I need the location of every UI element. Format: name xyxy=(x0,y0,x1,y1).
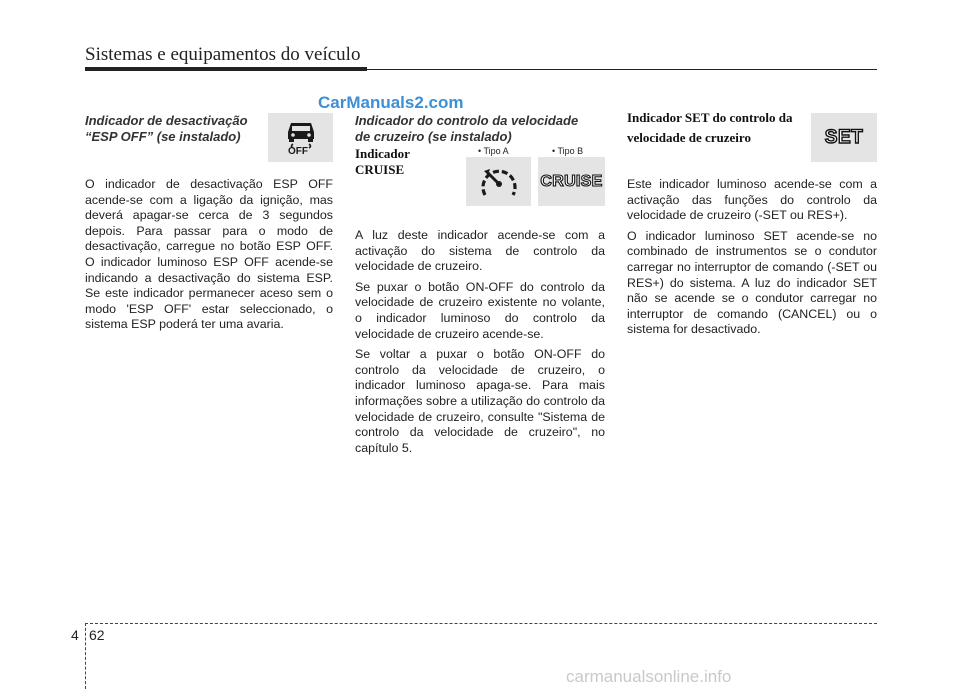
cruise-paragraph-1: A luz deste indicador acende-se com a activação do sistema de controlo da velocidade de cruzeiro. xyxy=(355,228,605,274)
set-indicator-box xyxy=(811,113,877,162)
watermark-bottom: carmanualsonline.info xyxy=(566,667,732,686)
esp-off-icon-label: OFF xyxy=(288,146,308,157)
cruise-heading xyxy=(355,113,615,145)
chapter-number: 4 xyxy=(71,627,79,643)
cruise-heading-line2: de cruzeiro (se instalado) xyxy=(355,129,512,144)
footer-rule xyxy=(85,623,877,624)
esp-off-heading xyxy=(85,113,265,145)
set-paragraphs xyxy=(627,177,877,338)
tipo-b-label: • Tipo B xyxy=(552,146,584,156)
cruise-heading-line1: Indicador do controlo da velocidade xyxy=(355,113,579,128)
header-rule-thin xyxy=(367,69,877,70)
set-heading xyxy=(627,108,812,148)
cruise-subheading-line1: Indicador xyxy=(355,146,410,161)
cruise-subheading-line2: CRUISE xyxy=(355,162,405,177)
esp-off-paragraph: O indicador de desactivação ESP OFF acende-se com a ligação da ignição, mas deverá apagar-se cerca de 3 segundos depois. Para passar para o modo de desactivação, carregue no botão ESP OFF. O indicador luminoso ESP OFF acende-se indicando a desactivação do sistema ESP. Se este indicador permanecer aceso sem o modo 'ESP OFF' estar seleccionado, o sistema ESP poderá ter uma avaria. xyxy=(85,177,333,332)
set-heading-line1: Indicador SET do controlo da xyxy=(627,110,793,125)
cruise-paragraph-3: Se voltar a puxar o botão ON-OFF do controlo da velocidade de cruzeiro, o indicador luminoso apaga-se. Para mais informações sobre a utilização do controlo da velocidade de cruzeiro, consulte "Sistema de controlo da velocidade de cruzeiro", no capítulo 5. xyxy=(355,347,605,455)
page-number: 62 xyxy=(89,627,105,643)
cruise-text-icon: CRUISE xyxy=(540,172,603,190)
cruise-paragraph-2: Se puxar o botão ON-OFF do controlo da velocidade de cruzeiro existente no volante, o indicador luminoso do controlo da velocidade de cruzeiro acende-se. xyxy=(355,279,605,341)
set-heading-line2: velocidade de cruzeiro xyxy=(627,130,751,145)
cruise-subheading xyxy=(355,146,455,178)
esp-off-heading-line1: Indicador de desactivação xyxy=(85,113,248,128)
cruise-paragraphs xyxy=(355,228,605,456)
tipo-a-label: • Tipo A xyxy=(478,146,509,156)
esp-off-heading-line2: “ESP OFF” (se instalado) xyxy=(85,129,241,144)
set-text-icon: SET xyxy=(824,126,864,148)
header-rule-thick xyxy=(85,67,367,71)
footer-vertical-rule xyxy=(85,623,86,689)
page-header-title: Sistemas e equipamentos do veículo xyxy=(85,44,361,65)
set-paragraph-2: O indicador luminoso SET acende-se no combinado de instrumentos se o condutor carregar no interruptor de comando (-SET ou RES+) do sistema. A luz do indicador SET não se acende se o condutor carregar no interruptor de comando (CANCEL) ou o sistema for desactivado. xyxy=(627,228,877,337)
cruise-speedometer-icon xyxy=(477,162,521,202)
set-paragraph-1: Este indicador luminoso acende-se com a activação das funções do controlo da velocidade de cruzeiro (-SET ou RES+). xyxy=(627,177,877,223)
cruise-type-a-box xyxy=(466,157,531,206)
cruise-type-b-box xyxy=(538,157,605,206)
watermark-top: CarManuals2.com xyxy=(318,93,464,112)
